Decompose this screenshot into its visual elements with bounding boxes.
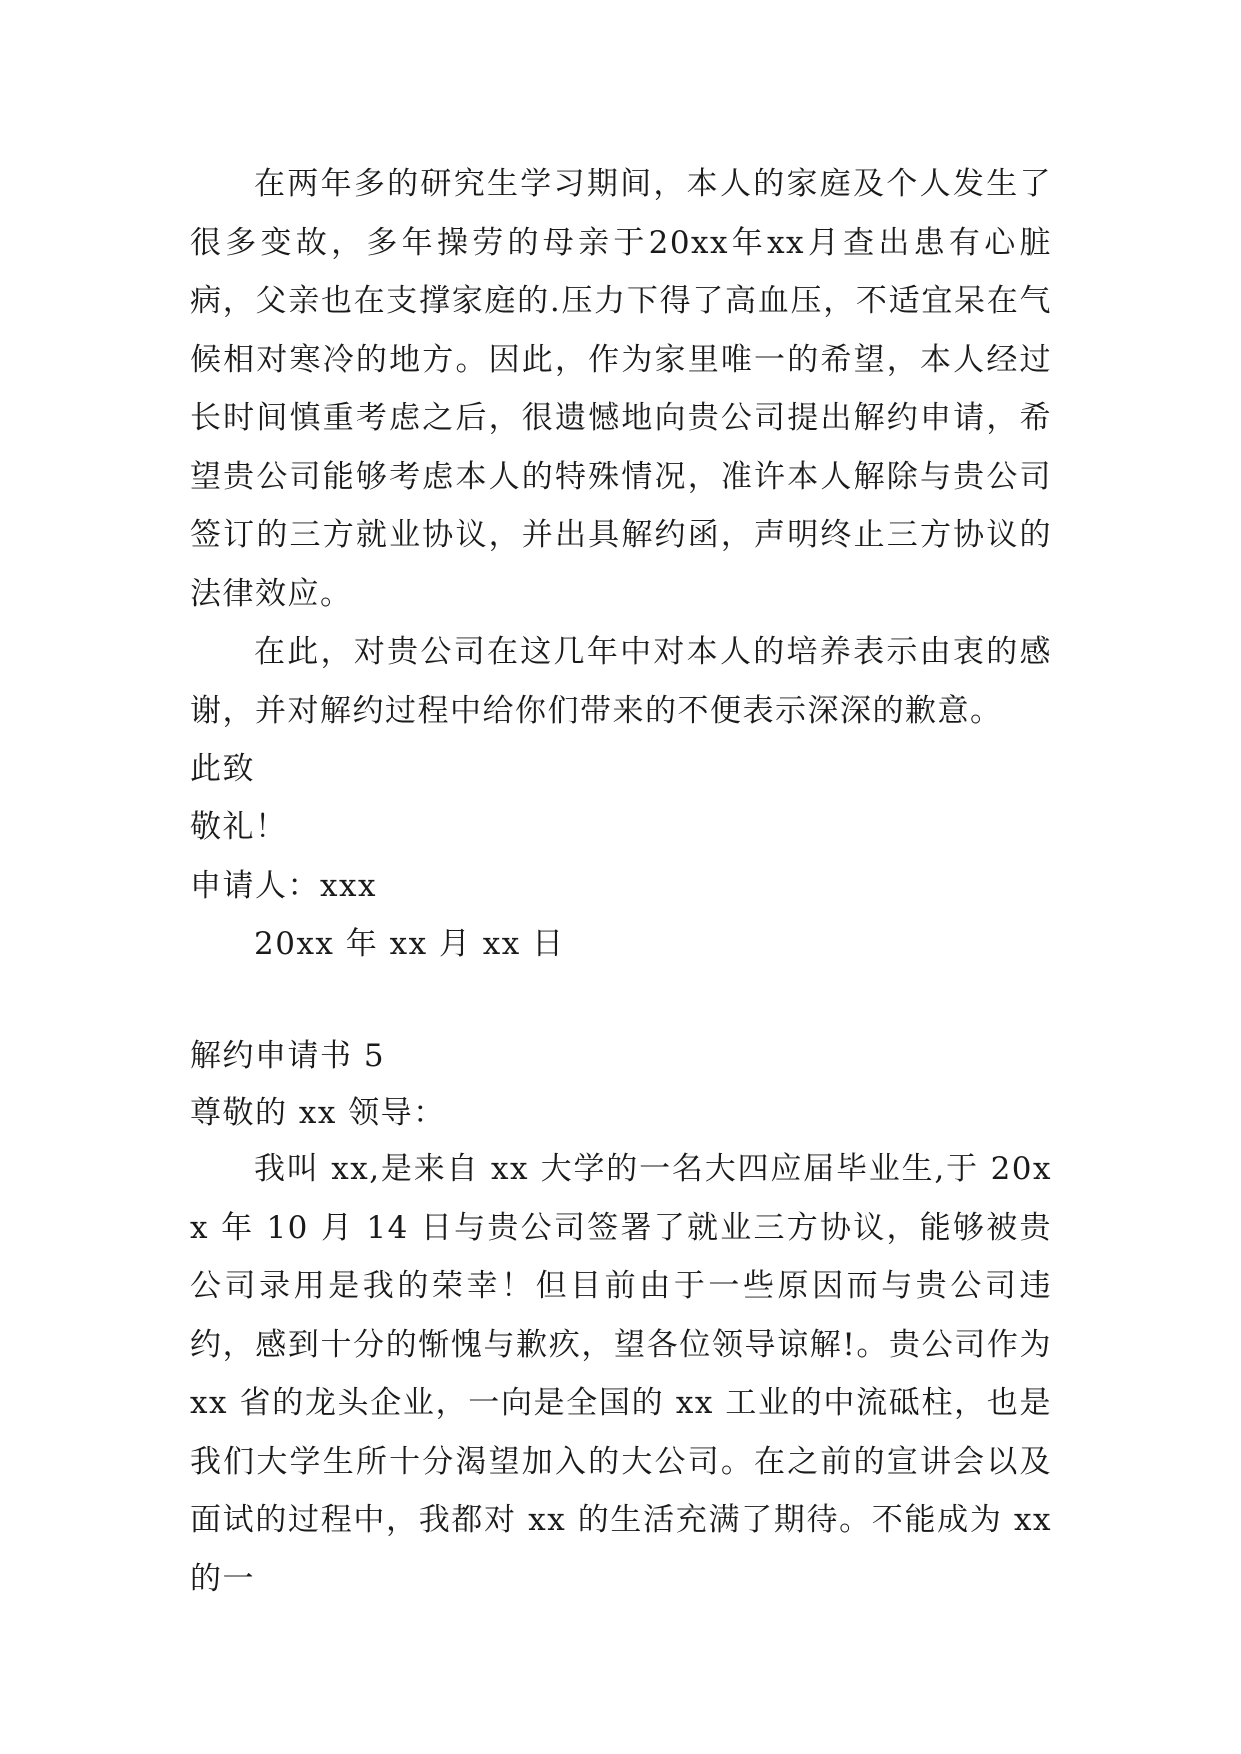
body-paragraph-1: 在两年多的研究生学习期间，本人的家庭及个人发生了很多变故，多年操劳的母亲于20xx年xx月查出患有心脏病，父亲也在支撑家庭的.压力下得了高血压，不适宜呆在气候相对寒冷的地方。因此，作为家里唯一的希望，本人经过长时间慎重考虑之后，很遗憾地向贵公司提出解约申请，希望贵公司能够考虑本人的特殊情况，准许本人解除与贵公司签订的三方就业协议，并出具解约函，声明终止三方协议的法律效应。: [190, 166, 1052, 612]
closing-line-2: 敬礼！: [190, 809, 288, 845]
date-line: 20xx 年 xx 月 xx 日: [254, 926, 565, 962]
closing-line-1: 此致: [190, 751, 255, 787]
salutation-line: 尊敬的 xx 领导：: [190, 1095, 446, 1131]
body-paragraph-3: 我叫 xx,是来自 xx 大学的一名大四应届毕业生,于 20xx 年 10 月 14 日与贵公司签署了就业三方协议，能够被贵公司录用是我的荣幸！但目前由于一些原因而与贵公司违约，感到十分的惭愧与歉疚，望各位领导谅解!。贵公司作为 xx 省的龙头企业，一向是全国的 xx 工业的中流砥柱，也是我们大学生所十分渴望加入的大公司。在之前的宣讲会以及面试的过程中，我都对 xx 的生活充满了期待。不能成为 xx 的一: [190, 1151, 1052, 1597]
body-paragraph-2: 在此，对贵公司在这几年中对本人的培养表示由衷的感谢，并对解约过程中给你们带来的不便表示深深的歉意。: [190, 634, 1052, 729]
applicant-line: 申请人：xxx: [190, 868, 377, 904]
section-title: 解约申请书 5: [190, 1038, 386, 1074]
